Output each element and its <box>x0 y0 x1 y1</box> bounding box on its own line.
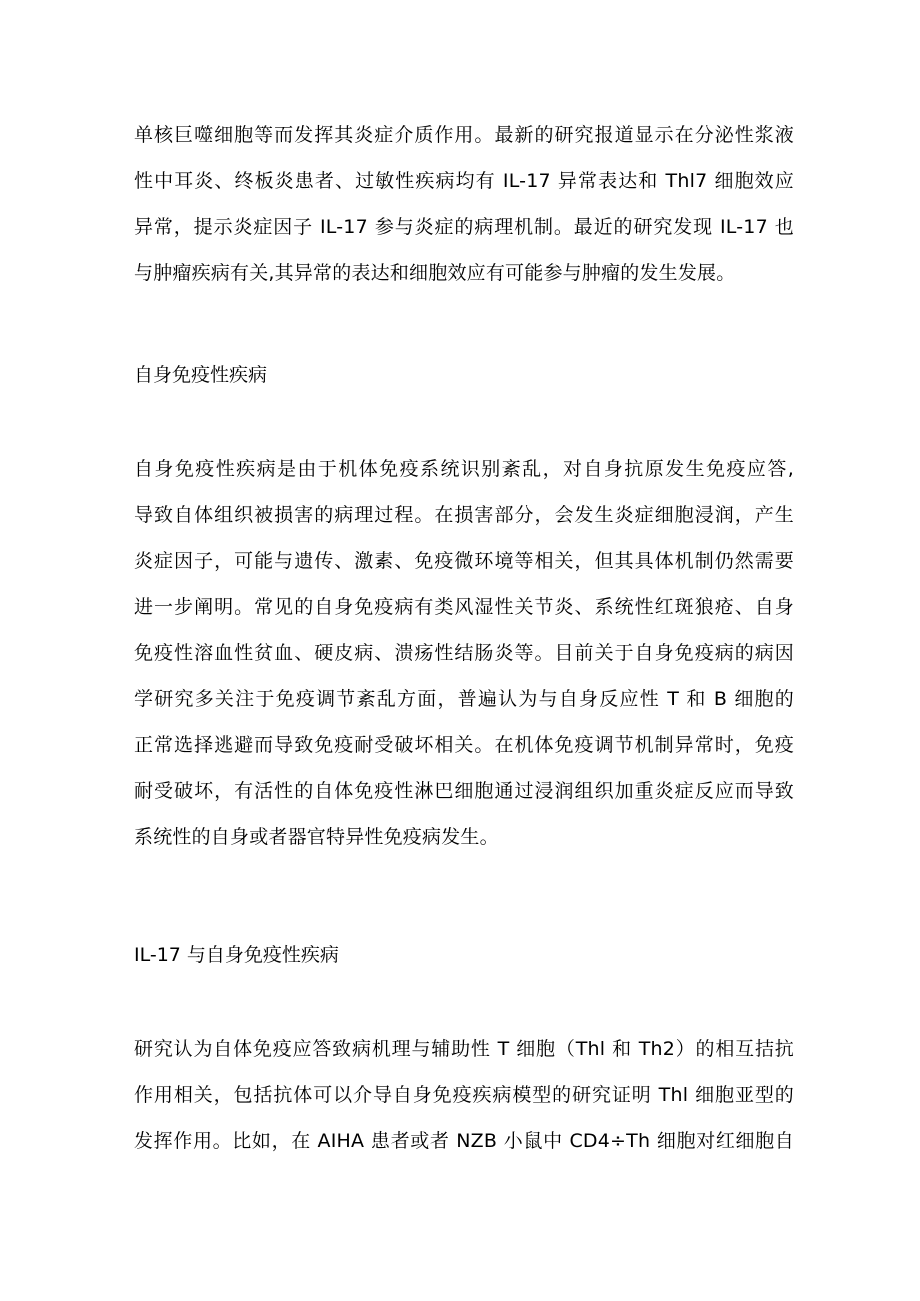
text-line: 自身免疫性疾病是由于机体免疫系统识别紊乱，对自身抗原发生免疫应答, <box>134 458 794 480</box>
text-line: 单核巨噬细胞等而发挥其炎症介质作用。最新的研究报道显示在分泌性浆液 <box>134 124 794 146</box>
paragraph-autoimmune-disease <box>134 446 794 860</box>
section-heading-autoimmune <box>134 352 794 398</box>
paragraph-th-cells <box>134 1026 794 1164</box>
text-line: 炎症因子，可能与遗传、激素、免疫微环境等相关，但其具体机制仍然需要 <box>134 550 794 572</box>
text-line: 性中耳炎、终板炎患者、过敏性疾病均有 IL-17 异常表达和 Thl7 细胞效应 <box>134 170 794 192</box>
paragraph-il17-inflammation <box>134 112 794 296</box>
text-line: 发挥作用。比如，在 AIHA 患者或者 NZB 小鼠中 CD4÷Th 细胞对红细胞自 <box>134 1130 794 1152</box>
text-line: 研究认为自体免疫应答致病机理与辅助性 T 细胞（Thl 和 Th2）的相互拮抗 <box>134 1038 794 1060</box>
section-heading-il17-autoimmune <box>134 932 794 978</box>
text-line: 与肿瘤疾病有关,其异常的表达和细胞效应有可能参与肿瘤的发生发展。 <box>134 262 736 284</box>
text-line: 导致自体组织被损害的病理过程。在损害部分，会发生炎症细胞浸润，产生 <box>134 504 794 526</box>
text-line: 学研究多关注于免疫调节紊乱方面，普遍认为与自身反应性 T 和 B 细胞的 <box>134 688 794 710</box>
text-line: 免疫性溶血性贫血、硬皮病、溃疡性结肠炎等。目前关于自身免疫病的病因 <box>134 642 794 664</box>
text-line: 作用相关，包括抗体可以介导自身免疫疾病模型的研究证明 Thl 细胞亚型的 <box>134 1084 794 1106</box>
section-heading: 自身免疫性疾病 <box>134 364 268 386</box>
text-line: 进一步阐明。常见的自身免疫病有类风湿性关节炎、系统性红斑狼疮、自身 <box>134 596 794 618</box>
text-line: 异常，提示炎症因子 IL-17 参与炎症的病理机制。最近的研究发现 IL-17 也 <box>134 216 794 238</box>
text-line: 正常选择逃避而导致免疫耐受破坏相关。在机体免疫调节机制异常时，免疫 <box>134 734 794 756</box>
text-line: 耐受破坏，有活性的自体免疫性淋巴细胞通过浸润组织加重炎症反应而导致 <box>134 780 794 802</box>
text-line: 系统性的自身或者器官特异性免疫病发生。 <box>134 826 499 848</box>
section-heading: IL-17 与自身免疫性疾病 <box>134 944 339 966</box>
